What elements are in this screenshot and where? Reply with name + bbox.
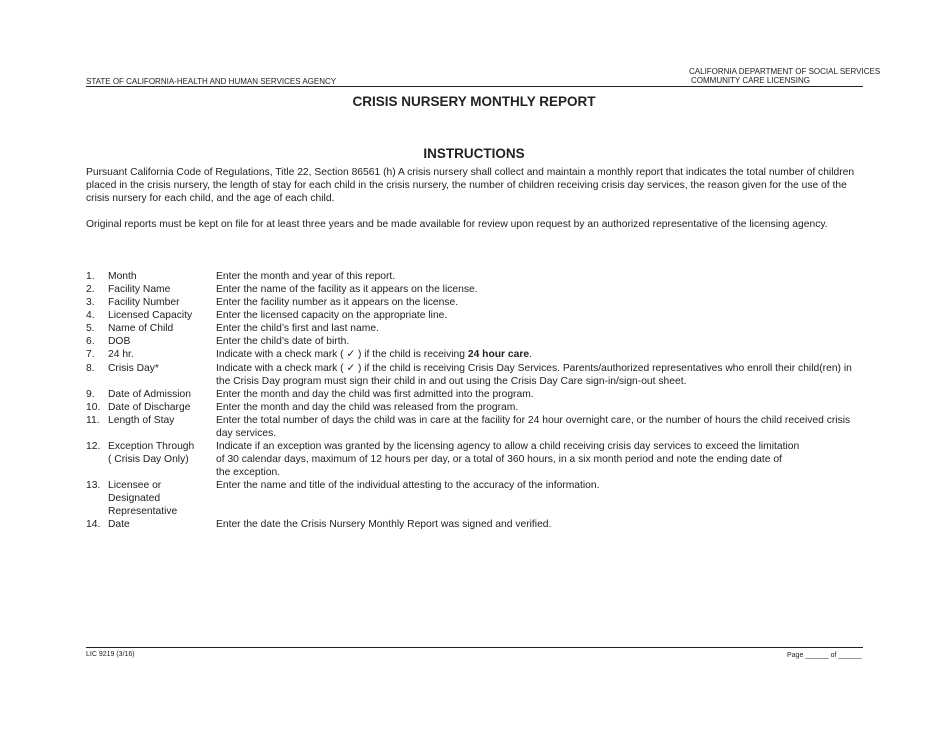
page-total-blank[interactable]: ______ [838,652,862,659]
item-number: 10. [86,402,101,413]
division-name: COMMUNITY CARE LICENSING [691,76,810,85]
item-field: Length of Stay [108,415,175,426]
item-description: Enter the licensed capacity on the appropriate line. [216,310,448,321]
intro-paragraph: Pursuant California Code of Regulations, Title 22, Section 86561 (h) A crisis nursery shall collect and maintain a monthly report that indicates the total number of children placed in the crisis nursery, the length of stay for each child in the crisis nursery, the number of children receiving crisis day services, the reason given for the use of the crisis nursery for each child, and the age of each child. [86,167,855,204]
item-field: 24 hr. [108,349,134,360]
of-label: of [830,652,837,659]
department-name: CALIFORNIA DEPARTMENT OF SOCIAL SERVICES [689,67,881,76]
item-description: Indicate with a check mark ( ✓ ) if the child is receiving Crisis Day Services. Parents/authorized representatives who enroll their child(ren) in the Crisis Day program must sign their child in and out using the Crisis Day Care sign-in/sign-out sheet. [216,363,852,387]
item-description: Enter the date the Crisis Nursery Monthly Report was signed and verified. [216,519,552,530]
instructions-heading: INSTRUCTIONS [423,146,525,161]
item-number: 7. [86,349,95,360]
item-number: 6. [86,336,95,347]
item-field: Name of Child [108,323,174,334]
item-field-line: Licensee or [108,480,162,491]
item-number: 1. [86,271,95,282]
item-field-line: ( Crisis Day Only) [108,454,189,465]
item-field: Date [108,519,130,530]
item-description [216,348,866,361]
item-description-text: Indicate with a check mark ( ✓ ) if the child is receiving [216,349,468,360]
item-description [216,440,866,479]
agency-name: STATE OF CALIFORNIA-HEALTH AND HUMAN SERVICES AGENCY [86,77,337,86]
item-description: Enter the month and year of this report. [216,271,396,282]
item-number: 9. [86,389,95,400]
item-field: Facility Number [108,297,180,308]
item-number: 2. [86,284,95,295]
item-field: Date of Discharge [108,402,191,413]
item-description: Enter the child’s date of birth. [216,336,350,347]
item-number: 12. [86,441,101,452]
page-counter [787,651,862,660]
item-number: 13. [86,480,101,491]
item-description: Enter the child’s first and last name. [216,323,379,334]
form-title: CRISIS NURSERY MONTHLY REPORT [352,94,596,109]
item-field-line: Designated [108,493,161,504]
item-field: Licensed Capacity [108,310,193,321]
item-field-line: Representative [108,506,178,517]
item-field-line: Exception Through [108,441,195,452]
form-number: LIC 9219 (3/16) [86,651,135,658]
item-description-line: of 30 calendar days, maximum of 12 hours per day, or a total of 360 hours, in a six month period and note the ending date of [216,454,782,465]
page-label: Page [787,652,804,659]
item-field [108,440,216,466]
item-field: Month [108,271,137,282]
item-description-line: Indicate if an exception was granted by the licensing agency to allow a child receiving crisis day services to exceed the limitation [216,441,800,452]
item-description: Enter the name and title of the individual attesting to the accuracy of the information. [216,480,600,491]
item-description-suffix: . [529,349,532,360]
item-field: DOB [108,336,131,347]
item-field: Date of Admission [108,389,191,400]
item-description: Enter the month and day the child was first admitted into the program. [216,389,534,400]
item-number: 8. [86,363,95,374]
item-number: 4. [86,310,95,321]
item-number: 3. [86,297,95,308]
item-description-line: the exception. [216,467,281,478]
item-number: 11. [86,415,100,426]
header-rule [86,86,863,87]
item-description-emphasis: 24 hour care [467,349,530,360]
retention-paragraph: Original reports must be kept on file for at least three years and be made available for review upon request by an authorized representative of the licensing agency. [86,219,828,230]
page-number-blank[interactable]: ______ [805,652,829,659]
item-field: Facility Name [108,284,171,295]
item-field [108,479,216,518]
footer-rule [86,647,863,648]
item-number: 14. [86,519,101,530]
item-field: Crisis Day* [108,363,159,374]
item-number: 5. [86,323,95,334]
item-description: Enter the facility number as it appears on the license. [216,297,459,308]
item-description: Enter the month and day the child was released from the program. [216,402,519,413]
item-description: Enter the name of the facility as it appears on the license. [216,284,478,295]
item-description: Enter the total number of days the child was in care at the facility for 24 hour overnight care, or the number of hours the child received crisis day services. [216,415,851,439]
